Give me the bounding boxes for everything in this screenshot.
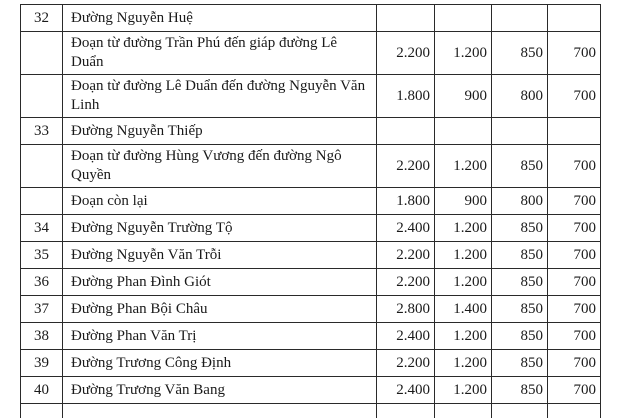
price-position-2: 1.200	[435, 32, 492, 75]
table-row	[21, 188, 601, 215]
price-position-4: 700	[548, 242, 601, 269]
street-name: Đường Trương Văn Bang	[63, 377, 377, 404]
table-row	[21, 145, 601, 188]
row-number: 33	[21, 118, 63, 145]
price-position-1: 2.200	[377, 145, 435, 188]
price-position-3: 850	[492, 32, 548, 75]
row-number: 36	[21, 269, 63, 296]
price-position-1: 2.800	[377, 296, 435, 323]
price-position-4	[548, 5, 601, 32]
table-row	[21, 75, 601, 118]
price-position-2: 1.200	[435, 377, 492, 404]
price-position-1: 2.200	[377, 242, 435, 269]
price-position-4: 700	[548, 215, 601, 242]
price-position-3: 850	[492, 377, 548, 404]
row-number: 32	[21, 5, 63, 32]
price-position-3: 850	[492, 350, 548, 377]
row-number	[21, 32, 63, 75]
price-position-1: 1.800	[377, 75, 435, 118]
price-position-2: 1.200	[435, 269, 492, 296]
row-number: 39	[21, 350, 63, 377]
price-position-3: 800	[492, 75, 548, 118]
empty-cell	[548, 404, 601, 418]
table-row	[21, 323, 601, 350]
price-position-3: 850	[492, 215, 548, 242]
table-row	[21, 296, 601, 323]
row-number	[21, 188, 63, 215]
empty-cell	[63, 404, 377, 418]
street-segment: Đoạn từ đường Hùng Vương đến đường Ngô Quyền	[63, 145, 377, 188]
empty-cell	[435, 404, 492, 418]
price-position-4: 700	[548, 269, 601, 296]
table-row	[21, 377, 601, 404]
row-number: 35	[21, 242, 63, 269]
table-row	[21, 242, 601, 269]
row-number	[21, 75, 63, 118]
price-position-2: 1.200	[435, 323, 492, 350]
price-position-1: 2.200	[377, 350, 435, 377]
price-position-1: 2.400	[377, 215, 435, 242]
price-position-2: 1.400	[435, 296, 492, 323]
price-position-2: 1.200	[435, 145, 492, 188]
land-price-table	[20, 4, 601, 418]
empty-cell	[21, 404, 63, 418]
price-position-3: 850	[492, 323, 548, 350]
table-row-continuation	[21, 404, 601, 418]
row-number	[21, 145, 63, 188]
row-number: 40	[21, 377, 63, 404]
price-position-2: 900	[435, 75, 492, 118]
price-position-4: 700	[548, 377, 601, 404]
price-position-3	[492, 5, 548, 32]
price-position-3: 850	[492, 145, 548, 188]
price-position-1: 1.800	[377, 188, 435, 215]
price-position-4: 700	[548, 296, 601, 323]
price-position-2: 1.200	[435, 215, 492, 242]
row-number: 38	[21, 323, 63, 350]
price-position-2: 1.200	[435, 242, 492, 269]
table-row	[21, 118, 601, 145]
price-position-1	[377, 118, 435, 145]
price-position-4: 700	[548, 145, 601, 188]
price-position-3: 850	[492, 296, 548, 323]
price-position-3	[492, 118, 548, 145]
price-position-4: 700	[548, 323, 601, 350]
empty-cell	[492, 404, 548, 418]
street-name: Đường Nguyễn Trường Tộ	[63, 215, 377, 242]
street-segment: Đoạn từ đường Trần Phú đến giáp đường Lê Duẩn	[63, 32, 377, 75]
street-name: Đường Phan Đình Giót	[63, 269, 377, 296]
price-position-2: 1.200	[435, 350, 492, 377]
price-position-1: 2.400	[377, 323, 435, 350]
table-row	[21, 215, 601, 242]
street-segment: Đoạn từ đường Lê Duẩn đến đường Nguyễn Văn Linh	[63, 75, 377, 118]
row-number: 34	[21, 215, 63, 242]
price-position-1	[377, 5, 435, 32]
street-name: Đường Nguyễn Thiếp	[63, 118, 377, 145]
street-name: Đường Phan Văn Trị	[63, 323, 377, 350]
price-position-4: 700	[548, 75, 601, 118]
price-position-1: 2.200	[377, 269, 435, 296]
price-position-3: 850	[492, 242, 548, 269]
street-name: Đường Trương Công Định	[63, 350, 377, 377]
price-position-1: 2.200	[377, 32, 435, 75]
price-position-2	[435, 5, 492, 32]
price-position-2	[435, 118, 492, 145]
price-position-1: 2.400	[377, 377, 435, 404]
empty-cell	[377, 404, 435, 418]
street-segment: Đoạn còn lại	[63, 188, 377, 215]
price-position-3: 850	[492, 269, 548, 296]
price-position-4: 700	[548, 188, 601, 215]
street-name: Đường Nguyễn Huệ	[63, 5, 377, 32]
price-position-2: 900	[435, 188, 492, 215]
table-row	[21, 5, 601, 32]
street-name: Đường Phan Bội Châu	[63, 296, 377, 323]
price-position-4: 700	[548, 350, 601, 377]
price-position-3: 800	[492, 188, 548, 215]
price-position-4: 700	[548, 32, 601, 75]
row-number: 37	[21, 296, 63, 323]
table-row	[21, 32, 601, 75]
table-row	[21, 350, 601, 377]
street-name: Đường Nguyễn Văn Trỗi	[63, 242, 377, 269]
table-body	[21, 5, 601, 418]
price-position-4	[548, 118, 601, 145]
table-row	[21, 269, 601, 296]
